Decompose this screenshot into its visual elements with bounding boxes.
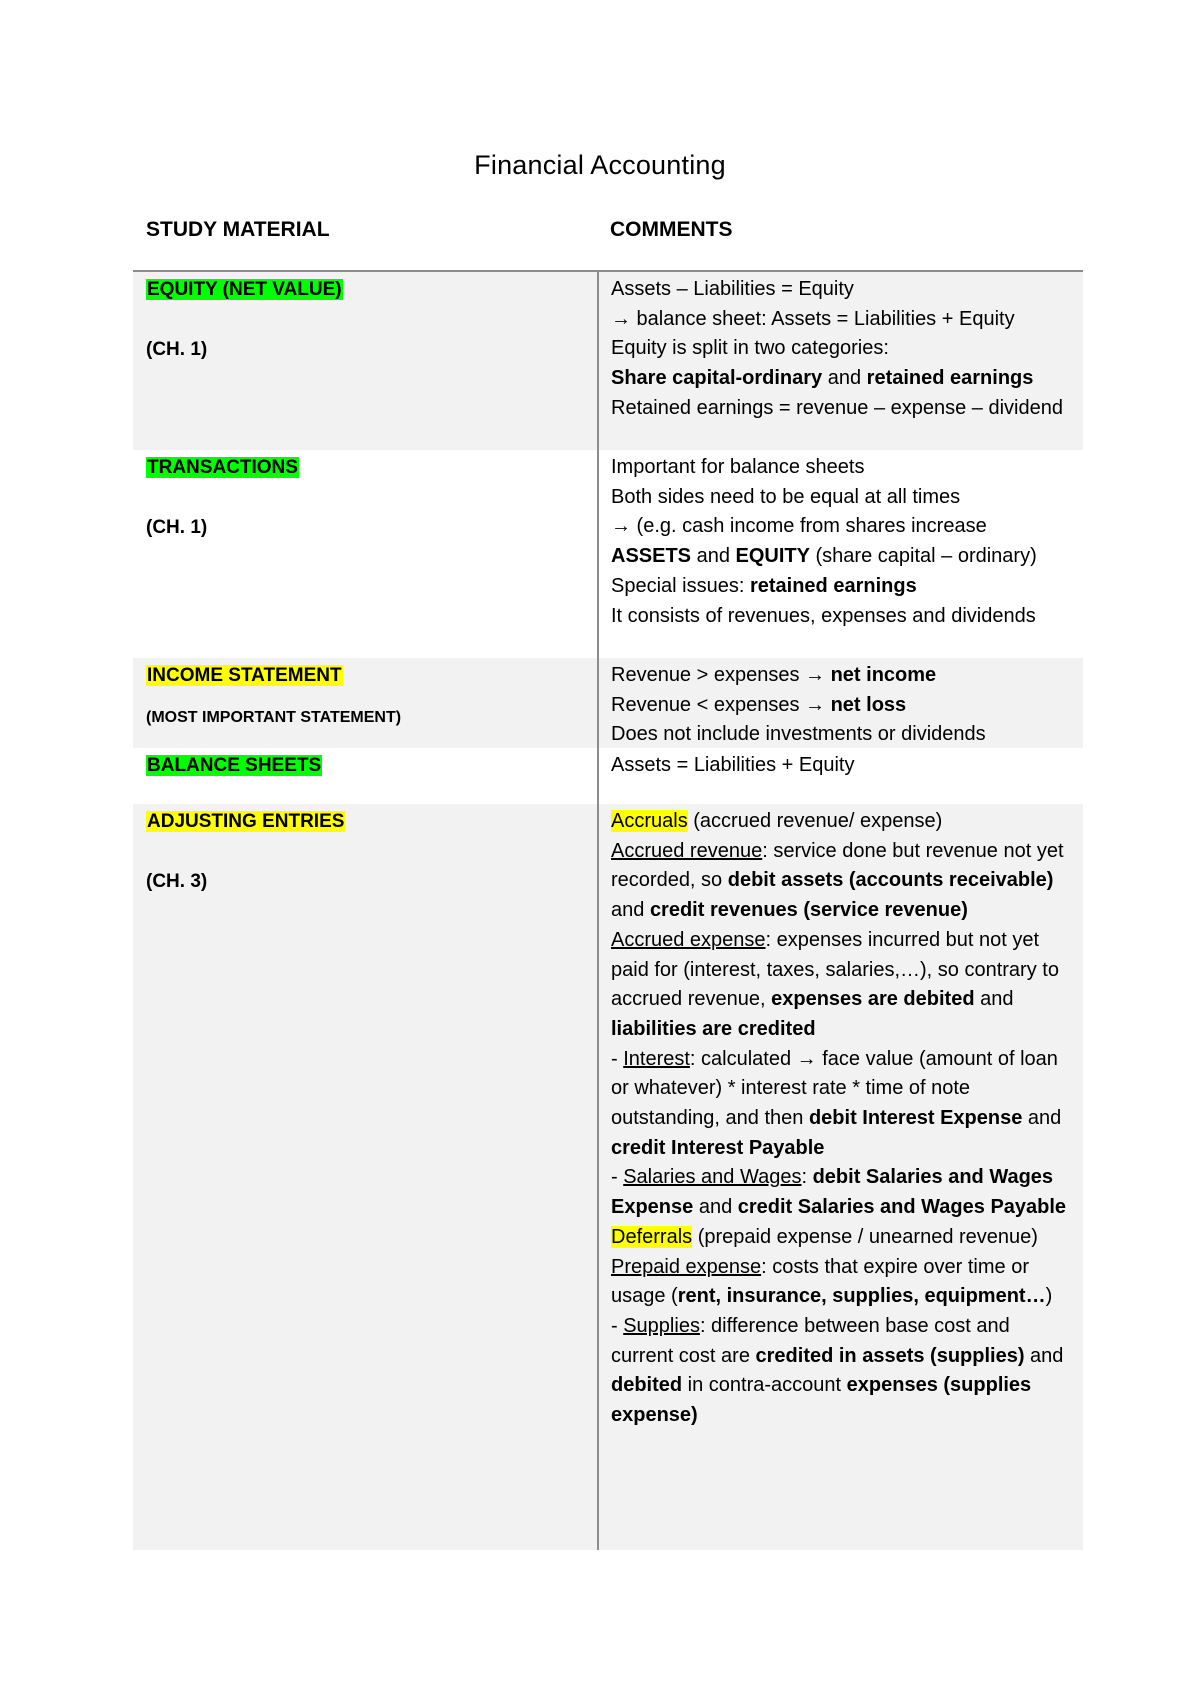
chapter-label: (MOST IMPORTANT STATEMENT)	[146, 709, 402, 726]
table-row	[133, 658, 1083, 748]
comment-line: → (e.g. cash income from shares increase	[611, 515, 987, 538]
comment-line: Does not include investments or dividends	[611, 723, 986, 746]
comment-line: Revenue < expenses → net loss	[611, 693, 907, 716]
arrow-icon: →	[611, 307, 631, 330]
comment-line: - Supplies: difference between base cost and current cost are credited in assets (supplies) and debited in contra-account expenses (supplies expense)	[611, 1314, 1064, 1427]
chapter-label: (CH. 1)	[146, 339, 208, 360]
topic-cell	[133, 658, 597, 748]
page-title: Financial Accounting	[474, 150, 726, 180]
table-row	[133, 450, 1083, 658]
topic-label: TRANSACTIONS	[147, 457, 298, 478]
topic-label: BALANCE SHEETS	[147, 755, 322, 776]
comment-line: Important for balance sheets	[611, 456, 865, 478]
comment-line: Equity is split in two categories:	[611, 337, 889, 360]
topic-cell	[133, 748, 597, 804]
arrow-icon: →	[796, 1047, 817, 1070]
comment-line: Both sides need to be equal at all times	[611, 485, 961, 508]
comment-line: Accrued revenue: service done but revenue not yet recorded, so debit assets (accounts receivable) and credit revenues (service revenue)	[611, 839, 1064, 922]
chapter-label: (CH. 1)	[146, 517, 208, 538]
study-table	[133, 270, 1083, 1550]
comment-line: Special issues: retained earnings	[611, 574, 917, 597]
comment-line: - Salaries and Wages: debit Salaries and Wages Expense and credit Salaries and Wages Payable	[611, 1166, 1067, 1219]
comment-line: Deferrals (prepaid expense / unearned revenue)	[611, 1225, 1038, 1248]
arrow-icon: →	[805, 693, 826, 716]
column-headers	[133, 218, 1083, 258]
topic-cell	[133, 804, 597, 1550]
topic-cell	[133, 272, 597, 450]
comment-line: Assets = Liabilities + Equity	[611, 754, 855, 776]
comment-line: Assets – Liabilities = Equity	[611, 278, 854, 300]
table-row	[133, 804, 1083, 1550]
comment-line: Revenue > expenses → net income	[611, 664, 937, 686]
comment-line: It consists of revenues, expenses and dividends	[611, 604, 1036, 627]
topic-label: EQUITY (NET VALUE)	[147, 279, 342, 300]
arrow-icon: →	[805, 664, 826, 686]
comment-cell	[597, 804, 1083, 1550]
comment-line: Prepaid expense: costs that expire over time or usage (rent, insurance, supplies, equipment…)	[611, 1255, 1053, 1308]
comment-line: → balance sheet: Assets = Liabilities + Equity	[611, 307, 1015, 330]
arrow-icon: →	[611, 515, 631, 538]
comment-cell	[597, 450, 1083, 658]
comment-line: Accrued expense: expenses incurred but not yet paid for (interest, taxes, salaries,…), so contrary to accrued revenue, expenses are debited and liabilities are credited	[611, 928, 1059, 1040]
header-comments: COMMENTS	[610, 218, 733, 241]
comment-line: Accruals (accrued revenue/ expense)	[611, 810, 943, 832]
comment-line: ASSETS and EQUITY (share capital – ordinary)	[611, 545, 1037, 568]
topic-label: INCOME STATEMENT	[147, 665, 342, 686]
comment-line: - Interest: calculated → face value (amount of loan or whatever) * interest rate * time of note outstanding, and then debit Interest Expense and credit Interest Payable	[611, 1047, 1062, 1159]
table-row	[133, 748, 1083, 804]
comment-cell	[597, 748, 1083, 804]
chapter-label: (CH. 3)	[146, 871, 208, 892]
comment-cell	[597, 658, 1083, 748]
table-row	[133, 272, 1083, 450]
topic-cell	[133, 450, 597, 658]
topic-label: ADJUSTING ENTRIES	[147, 811, 345, 832]
header-study-material: STUDY MATERIAL	[146, 218, 330, 241]
comment-cell	[597, 272, 1083, 450]
accruals-highlight: Accruals	[611, 810, 688, 832]
comment-line: Share capital-ordinary and retained earnings	[611, 367, 1034, 390]
comment-line: Retained earnings = revenue – expense – dividend	[611, 396, 1063, 419]
deferrals-highlight: Deferrals	[611, 1225, 693, 1248]
